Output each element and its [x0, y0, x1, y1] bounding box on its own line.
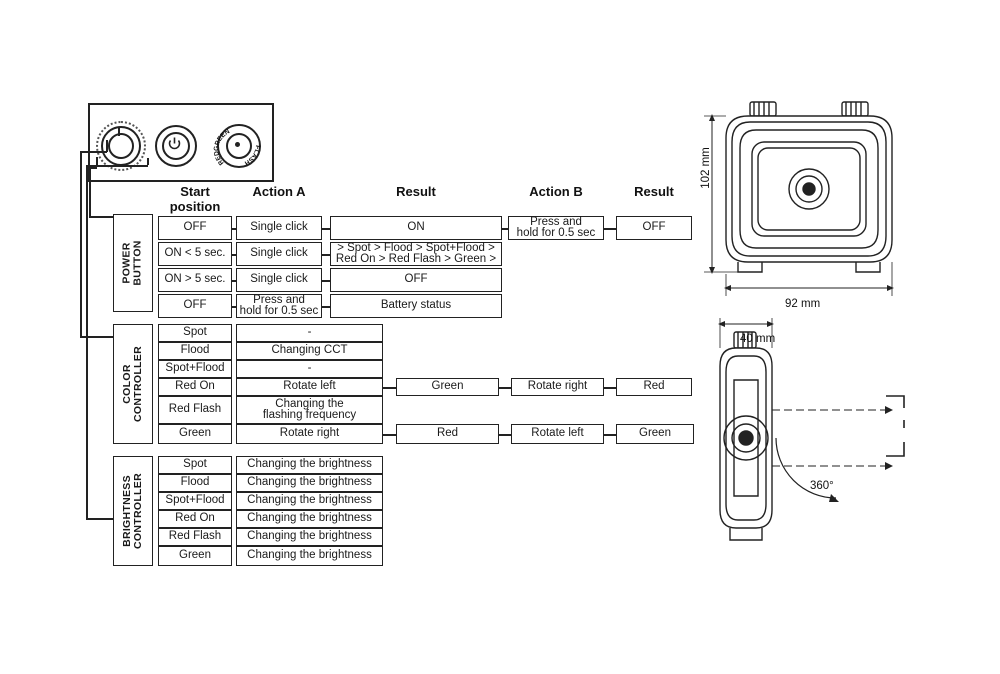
table-cell-start: Green	[158, 546, 232, 566]
action-a-line2: flashing frequency	[262, 409, 357, 421]
color-knob-marker	[118, 127, 120, 136]
row4-connector-b	[322, 306, 331, 308]
table-cell-action-a: -	[236, 360, 383, 378]
row2-connector-b	[322, 254, 331, 256]
row3-connector-a	[232, 280, 237, 282]
power-icon	[168, 137, 181, 151]
knob-marking-text	[210, 117, 266, 172]
connector-color-h1	[80, 151, 107, 153]
svg-text:FLASH: FLASH	[243, 144, 262, 167]
connector-brightness-h1	[86, 165, 148, 167]
table-cell-start: ON < 5 sec.	[158, 242, 232, 266]
group-color-line2: CONTROLLER	[132, 346, 145, 422]
table-cell-start: Spot+Flood	[158, 492, 232, 510]
row2-connector-a	[232, 254, 237, 256]
table-cell-action-a: Rotate right	[236, 424, 383, 444]
table-cell-start: OFF	[158, 294, 232, 318]
group-brightness-line2: CONTROLLER	[132, 473, 145, 549]
table-cell-result-1: Red	[396, 424, 499, 444]
connector-power-h2	[89, 216, 113, 218]
column-header-result-1: Result	[396, 184, 436, 199]
table-cell-action-a: Changing the brightness	[236, 492, 383, 510]
connector-brightness-v2	[86, 165, 88, 518]
dimension-height-label: 102 mm	[700, 147, 712, 189]
column-header-action-a: Action A	[252, 184, 306, 199]
table-cell-start: ON > 5 sec.	[158, 268, 232, 292]
control-panel	[88, 103, 274, 182]
dimension-width-label: 92 mm	[785, 298, 821, 310]
result-1-line1: > Spot > Flood > Spot+Flood >	[337, 242, 495, 254]
table-cell-action-a: Rotate left	[236, 378, 383, 396]
header-start-line1: Start	[180, 184, 210, 199]
row1-connector-b	[322, 228, 331, 230]
rotation-label: 360°	[810, 480, 834, 492]
table-cell-start: Flood	[158, 474, 232, 492]
color-row4-connector-b	[499, 387, 512, 389]
table-cell-start: Spot	[158, 456, 232, 474]
connector-color-v2	[80, 151, 82, 336]
color-row6-connector-b	[499, 434, 512, 436]
header-start-line2: position	[169, 199, 221, 214]
table-cell-start: Spot+Flood	[158, 360, 232, 378]
table-cell-action-b: Rotate right	[511, 378, 604, 396]
table-cell-action-b	[508, 216, 604, 240]
table-cell-action-a: Changing the brightness	[236, 474, 383, 492]
table-cell-action-a: Changing the brightness	[236, 456, 383, 474]
table-cell-action-a: Single click	[236, 216, 322, 240]
group-power-line1: POWER	[121, 242, 134, 284]
dimension-depth-label: 40 mm	[740, 333, 776, 345]
product-drawings	[690, 90, 1000, 590]
row4-connector-a	[232, 306, 237, 308]
table-cell-action-a	[236, 294, 322, 318]
column-header-start-position	[158, 185, 232, 213]
group-label-brightness-controller	[113, 456, 153, 566]
connector-power-v2	[89, 167, 91, 216]
table-cell-start: Red On	[158, 510, 232, 528]
table-cell-start: Flood	[158, 342, 232, 360]
table-cell-result-1: Green	[396, 378, 499, 396]
table-cell-result-1	[330, 242, 502, 266]
row1-connector-c	[502, 228, 509, 230]
table-cell-action-a: Single click	[236, 268, 322, 292]
table-cell-start: Red Flash	[158, 396, 232, 424]
table-cell-result-1: ON	[330, 216, 502, 240]
action-b-line1: Press and	[530, 216, 582, 228]
table-cell-result-2: Red	[616, 378, 692, 396]
svg-text:RED: RED	[213, 150, 226, 167]
table-cell-action-a: Changing the brightness	[236, 510, 383, 528]
table-cell-action-a	[236, 396, 383, 424]
row3-connector-b	[322, 280, 331, 282]
color-row4-connector-a	[383, 387, 397, 389]
table-cell-start: Red Flash	[158, 528, 232, 546]
group-label-color-controller	[113, 324, 153, 444]
row1-connector-a	[232, 228, 237, 230]
action-a-line1: Press and	[253, 294, 305, 306]
color-row4-connector-c	[604, 387, 617, 389]
connector-brightness-v1	[147, 158, 149, 165]
color-knob-inner	[108, 133, 134, 159]
column-header-result-2: Result	[634, 184, 674, 199]
result-1-line2: Red On > Red Flash > Green >	[335, 253, 497, 265]
action-b-line2: hold for 0.5 sec	[516, 227, 596, 239]
table-cell-action-a: Single click	[236, 242, 322, 266]
table-cell-result-1: Battery status	[330, 294, 502, 318]
table-cell-action-a: -	[236, 324, 383, 342]
column-header-action-b: Action B	[529, 184, 583, 199]
color-row6-connector-a	[383, 434, 397, 436]
color-row6-connector-c	[604, 434, 617, 436]
table-cell-start: Red On	[158, 378, 232, 396]
table-cell-result-2: Green	[616, 424, 694, 444]
table-cell-start: Spot	[158, 324, 232, 342]
connector-color-h2	[80, 336, 113, 338]
group-power-line2: BUTTON	[132, 240, 145, 286]
table-cell-start: Green	[158, 424, 232, 444]
table-cell-action-a: Changing the brightness	[236, 546, 383, 566]
table-cell-action-a: Changing CCT	[236, 342, 383, 360]
table-cell-start: OFF	[158, 216, 232, 240]
row1-connector-d	[604, 228, 617, 230]
group-label-power-button	[113, 214, 153, 312]
table-cell-result-2: OFF	[616, 216, 692, 240]
table-cell-action-b: Rotate left	[511, 424, 604, 444]
action-a-line1: Changing the	[275, 398, 344, 410]
group-brightness-line1: BRIGHTNESS	[121, 475, 134, 547]
group-color-line1: COLOR	[121, 364, 134, 404]
svg-text:GREEN: GREEN	[212, 128, 232, 152]
connector-brightness-h2	[86, 518, 113, 520]
action-a-line2: hold for 0.5 sec	[239, 305, 319, 317]
table-cell-result-1: OFF	[330, 268, 502, 292]
table-cell-action-a: Changing the brightness	[236, 528, 383, 546]
